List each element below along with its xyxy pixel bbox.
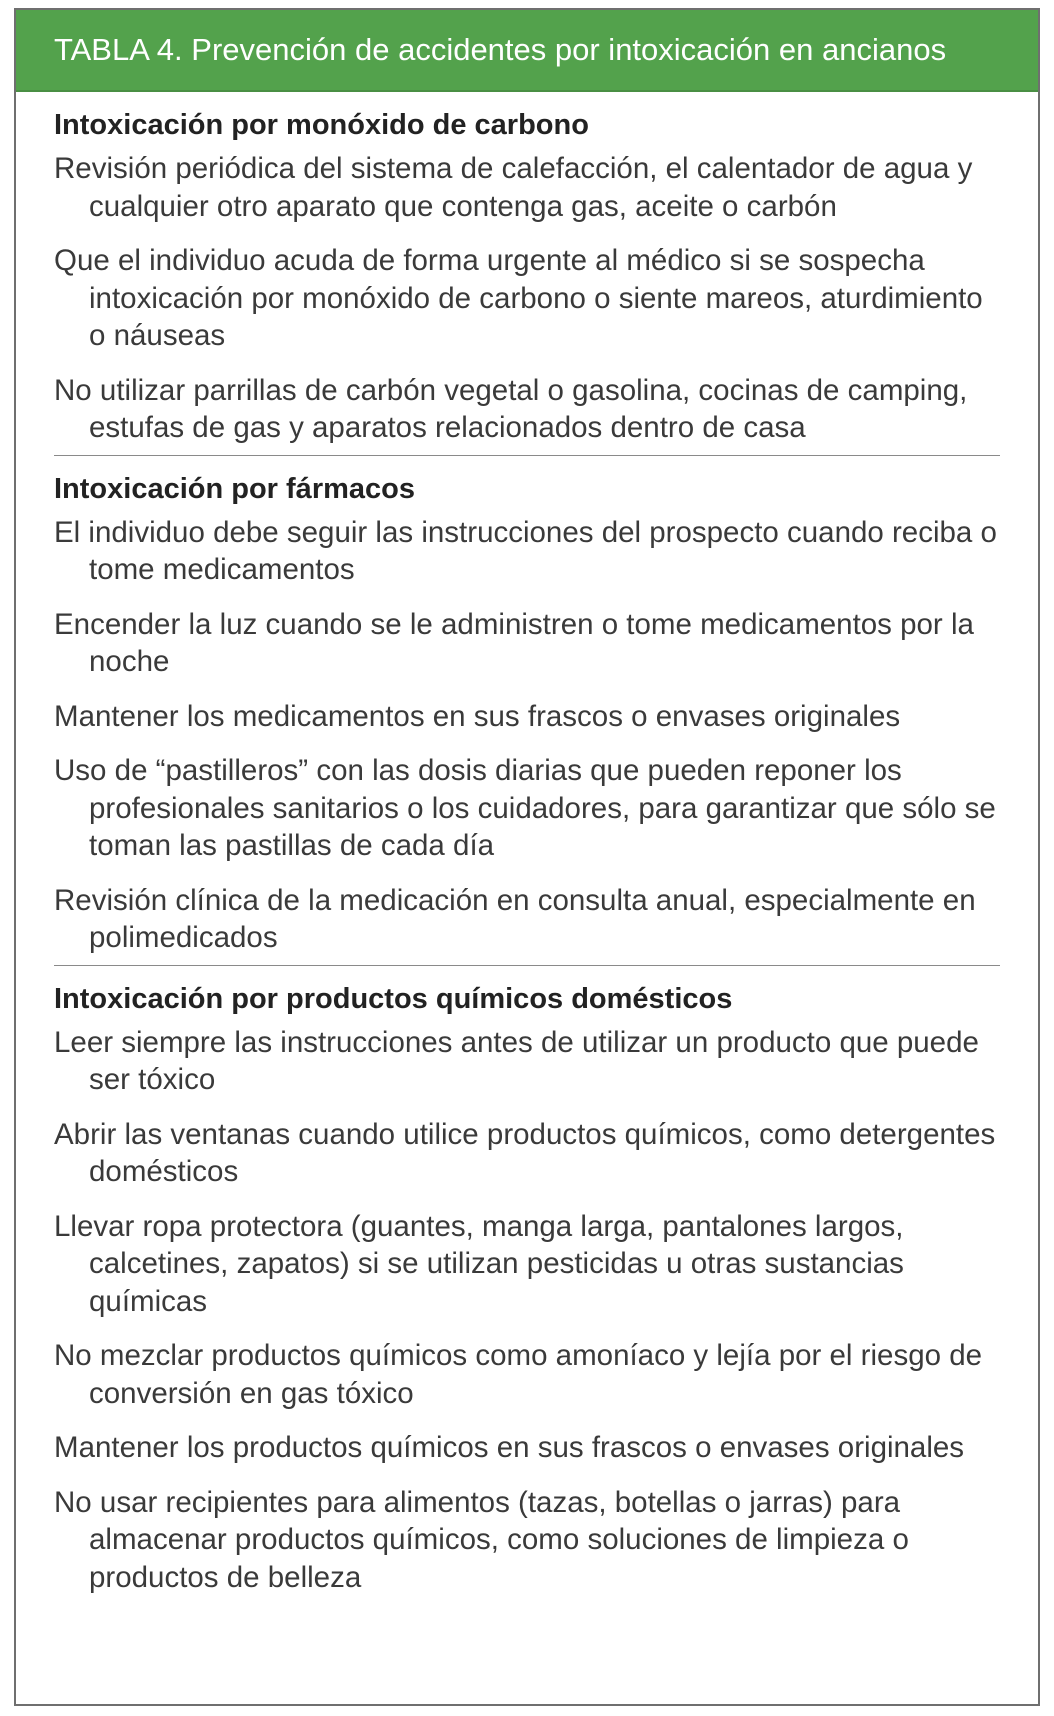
table-header	[16, 10, 1038, 92]
section-household-chemicals	[54, 966, 1000, 1597]
section-carbon-monoxide	[54, 92, 1000, 456]
list-item: Llevar ropa protectora (guantes, manga larga, pantalones largos, calcetines, zapatos) si se utilizan pesticidas u otras sustancias químicas	[54, 1209, 904, 1318]
list-item: Mantener los productos químicos en sus frascos o envases originales	[54, 1431, 965, 1464]
list-item: Uso de “pastilleros” con las dosis diarias que pueden reponer los profesionales sanitarios o los cuidadores, para garantizar que sólo se toman las pastillas de cada día	[54, 754, 996, 862]
table-title: TABLA 4. Prevención de accidentes por intoxicación en ancianos	[54, 32, 947, 67]
section-heading: Intoxicación por productos químicos domésticos	[54, 982, 733, 1015]
list-item: El individuo debe seguir las instrucciones del prospecto cuando reciba o tome medicamentos	[54, 515, 997, 586]
list-item: No mezclar productos químicos como amoníaco y lejía por el riesgo de conversión en gas tóxico	[54, 1339, 983, 1410]
list-item: Mantener los medicamentos en sus frascos o envases originales	[54, 699, 901, 733]
list-item: Encender la luz cuando se le administren o tome medicamentos por la noche	[54, 607, 974, 678]
list-item: Leer siempre las instrucciones antes de utilizar un producto que puede ser tóxico	[54, 1025, 979, 1096]
list-item: Revisión periódica del sistema de calefacción, el calentador de agua y cualquier otro aparato que contenga gas, aceite o carbón	[54, 152, 973, 223]
section-heading: Intoxicación por fármacos	[54, 472, 415, 505]
list-item: No utilizar parrillas de carbón vegetal o gasolina, cocinas de camping, estufas de gas y aparatos relacionados dentro de casa	[54, 373, 968, 444]
list-item: Revisión clínica de la medicación en consulta anual, especialmente en polimedicados	[54, 883, 976, 954]
prevention-table	[14, 8, 1040, 1706]
table-body	[16, 92, 1038, 1596]
list-item: No usar recipientes para alimentos (tazas, botellas o jarras) para almacenar productos químicos, como soluciones de limpieza o productos de belleza	[54, 1485, 909, 1594]
section-drugs	[54, 456, 1000, 966]
section-heading: Intoxicación por monóxido de carbono	[54, 109, 589, 141]
list-item: Que el individuo acuda de forma urgente al médico si se sospecha intoxicación por monóxido de carbono o siente mareos, aturdimiento o náuseas	[54, 244, 983, 352]
list-item: Abrir las ventanas cuando utilice productos químicos, como detergentes domésticos	[54, 1117, 996, 1188]
